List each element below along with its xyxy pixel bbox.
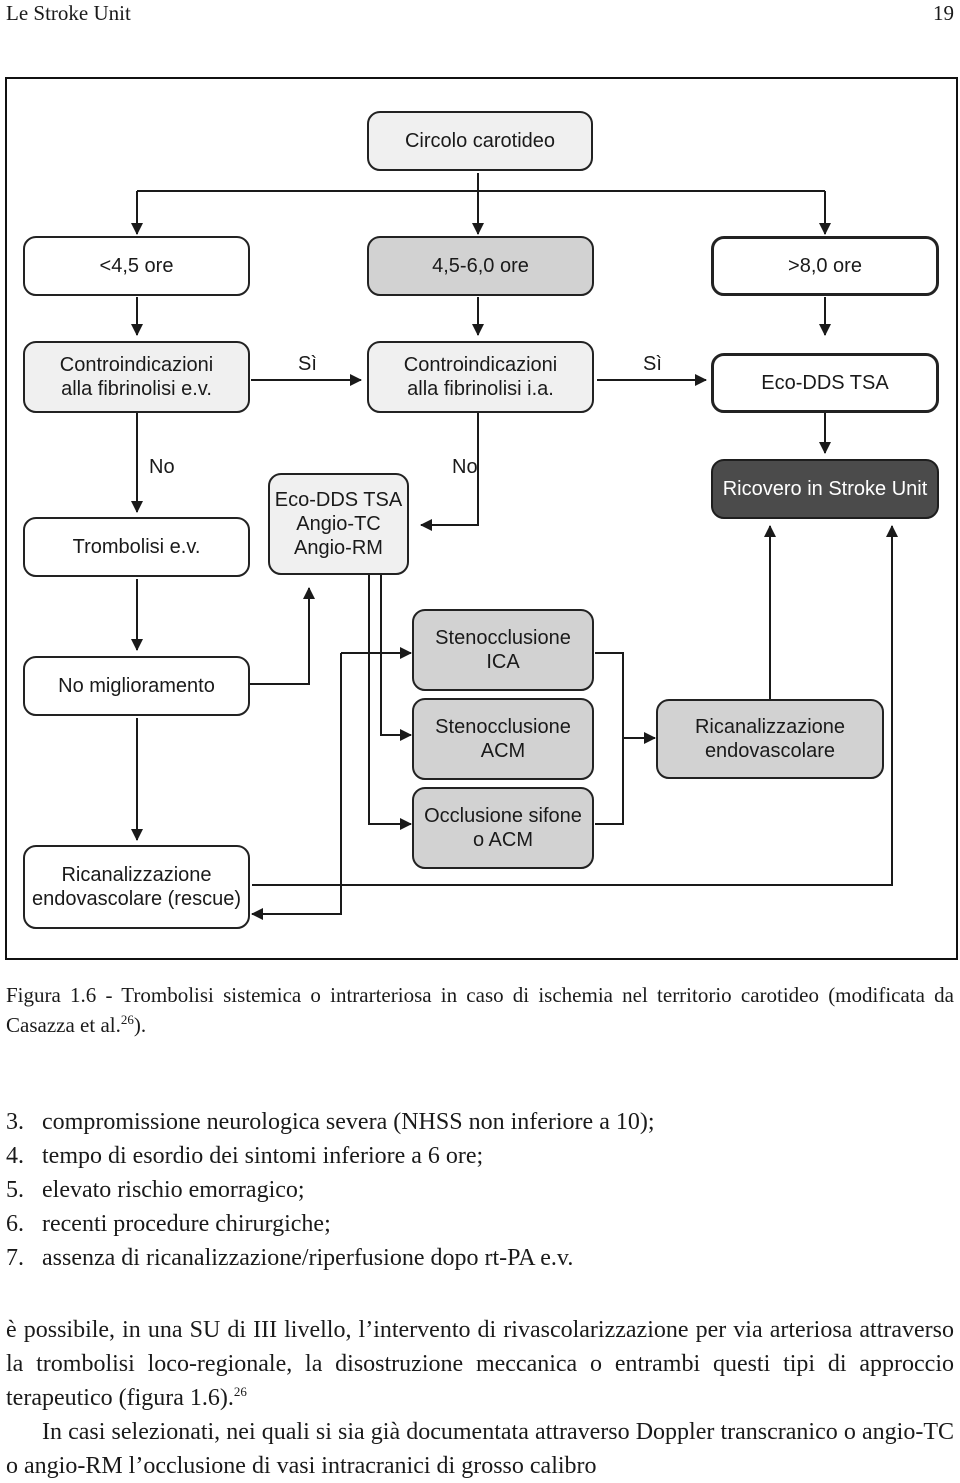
list-item — [6, 1139, 954, 1173]
caption-end: ). — [133, 1013, 147, 1037]
list-item-number: 6. — [6, 1211, 24, 1237]
ricovero-stroke-unit-box: Ricovero in Stroke Unit — [711, 459, 939, 519]
list-item-text: tempo di esordio dei sintomi inferiore a 6 ore; — [42, 1143, 484, 1169]
list-item-text: compromissione neurologica severa (NHSS non inferiore a 10); — [42, 1109, 655, 1135]
paragraph-1-text: è possibile, in una SU di III livello, l’intervento di rivascolarizzazione per via arteriosa attraverso la trombolisi loco-regionale, la disostruzione meccanica o entrambi questi tipi di approccio terapeutico (figura 1.6). — [6, 1317, 954, 1411]
list-item-number: 4. — [6, 1143, 24, 1169]
contro-fibrinolisi-ev-box: Controindicazioni alla fibrinolisi e.v. — [23, 341, 250, 413]
paragraph-1 — [6, 1313, 954, 1415]
gt80-ore-box: >8,0 ore — [711, 236, 939, 296]
list-item — [6, 1207, 954, 1241]
contro-fibrinolisi-ia-box: Controindicazioni alla fibrinolisi i.a. — [367, 341, 594, 413]
occlusione-sifone-box: Occlusione sifone o ACM — [412, 787, 594, 869]
body-text — [6, 1313, 954, 1483]
stenocclusione-acm-box: Stenocclusione ACM — [412, 698, 594, 780]
figure-caption — [6, 980, 954, 1040]
running-header-title: Le Stroke Unit — [6, 1, 131, 25]
imaging-box: Eco-DDS TSA Angio-TC Angio-RM — [268, 473, 409, 575]
running-header — [0, 0, 960, 28]
trombolisi-ev-box: Trombolisi e.v. — [23, 517, 250, 577]
caption-text: Figura 1.6 - Trombolisi sistemica o intrarteriosa in caso di ischemia nel territorio carotideo (modificata da Casazza et al. — [6, 983, 954, 1037]
lt45-ore-box: <4,5 ore — [23, 236, 250, 296]
list-item-number: 5. — [6, 1177, 24, 1203]
list-item — [6, 1105, 954, 1139]
caption-reference: 26 — [120, 1012, 134, 1027]
page-number: 19 — [933, 1, 954, 25]
list-item-number: 7. — [6, 1245, 24, 1271]
no-label-2: No — [452, 456, 478, 478]
ricanalizzazione-rescue-box: Ricanalizzazione endovascolare (rescue) — [23, 845, 250, 929]
list-item — [6, 1241, 954, 1275]
flowchart-figure — [5, 77, 958, 960]
criteria-list — [6, 1105, 954, 1275]
no-miglioramento-box: No miglioramento — [23, 656, 250, 716]
4560-ore-box: 4,5-6,0 ore — [367, 236, 594, 296]
list-item — [6, 1173, 954, 1207]
ricanalizzazione-endovascolare-box: Ricanalizzazione endovascolare — [656, 699, 884, 779]
list-item-number: 3. — [6, 1109, 24, 1135]
eco-dds-tsa-box: Eco-DDS TSA — [711, 353, 939, 413]
no-label-1: No — [149, 456, 175, 478]
list-item-text: assenza di ricanalizzazione/riperfusione dopo rt-PA e.v. — [42, 1245, 574, 1271]
stenocclusione-ica-box: Stenocclusione ICA — [412, 609, 594, 691]
si-label-2: Sì — [643, 353, 662, 375]
paragraph-1-reference: 26 — [233, 1384, 247, 1399]
si-label-1: Sì — [298, 353, 317, 375]
circolo-carotideo-box: Circolo carotideo — [367, 111, 593, 171]
list-item-text: recenti procedure chirurgiche; — [42, 1211, 331, 1237]
paragraph-2: In casi selezionati, nei quali si sia già documentata attraverso Doppler transcranico o angio-TC o angio-RM l’occlusione di vasi intracranici di grosso calibro — [6, 1419, 954, 1479]
list-item-text: elevato rischio emorragico; — [42, 1177, 305, 1203]
